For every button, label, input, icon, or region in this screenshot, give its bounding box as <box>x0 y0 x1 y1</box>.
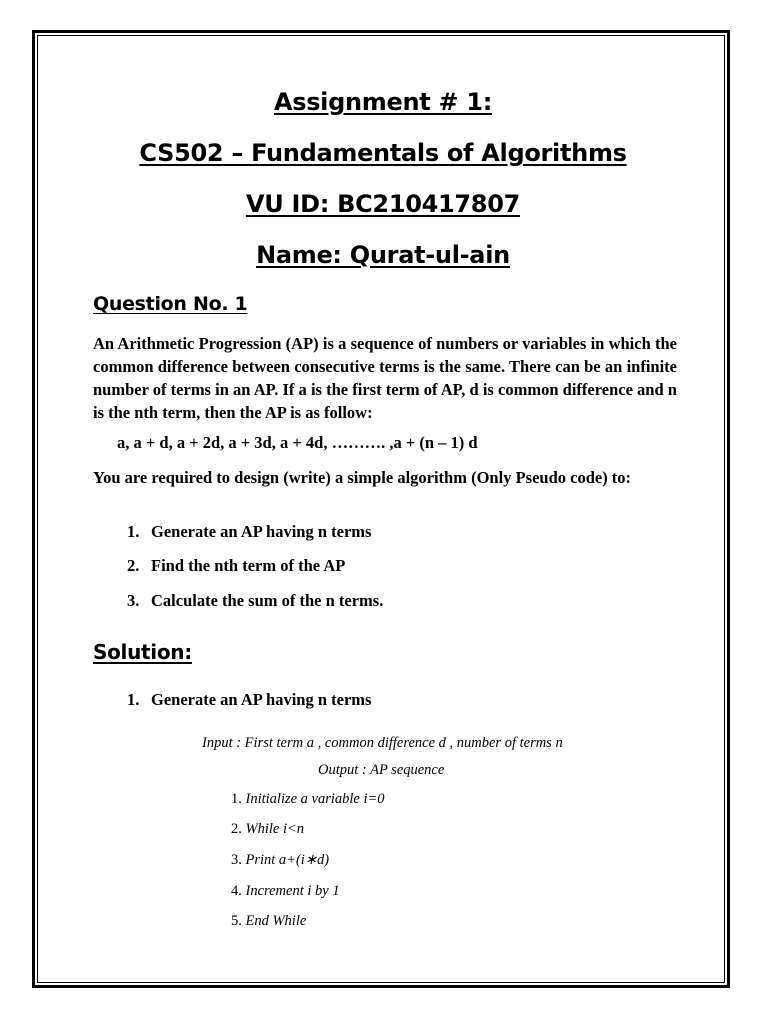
pseudo-step <box>231 883 340 900</box>
question-intro: An Arithmetic Progression (AP) is a sequence of numbers or variables in which the common difference between consecutive terms is the same. There can be an infinite number of terms in an AP. If a is the first term of AP, d is common difference and n is the nth term, then the AP is as follow: <box>93 334 677 422</box>
assignment-heading: Assignment # 1: <box>273 88 493 116</box>
step-text: Increment i by 1 <box>245 883 340 899</box>
solution-list-item <box>127 690 371 710</box>
pseudo-step <box>231 821 304 838</box>
step-number: 5. <box>231 913 242 929</box>
page-border-inner <box>37 35 725 983</box>
list-number: 3. <box>127 591 140 610</box>
step-text: Print a+(i∗d) <box>245 852 330 868</box>
list-text: Find the nth term of the AP <box>151 556 346 575</box>
list-number: 2. <box>127 556 140 575</box>
step-number: 4. <box>231 883 242 899</box>
step-text: End While <box>245 913 307 929</box>
step-text: While i<n <box>245 821 305 837</box>
course-heading: CS502 – Fundamentals of Algorithms <box>139 139 627 167</box>
solution-title: Solution: <box>93 640 192 664</box>
question-task: You are required to design (write) a simple algorithm (Only Pseudo code) to: <box>93 468 632 487</box>
list-number: 1. <box>127 522 140 541</box>
question-title: Question No. 1 <box>93 293 248 315</box>
pseudo-input: Input : First term a , common difference d , number of terms n <box>202 735 563 751</box>
step-number: 1. <box>231 791 242 807</box>
pseudo-output: Output : AP sequence <box>318 762 445 778</box>
question-list-item <box>127 556 345 576</box>
pseudo-step <box>231 791 385 808</box>
pseudo-step <box>231 913 306 930</box>
list-text: Generate an AP having n terms <box>151 690 372 709</box>
ap-formula: a, a + d, a + 2d, a + 3d, a + 4d, ………. ,a + (n – 1) d <box>117 433 478 452</box>
vu-id-heading: VU ID: BC210417807 <box>245 190 521 218</box>
list-text: Generate an AP having n terms <box>151 522 372 541</box>
step-number: 2. <box>231 821 242 837</box>
question-list-item <box>127 591 383 611</box>
list-number: 1. <box>127 690 140 709</box>
step-number: 3. <box>231 852 242 868</box>
question-list-item <box>127 522 371 542</box>
student-name-heading: Name: Qurat-ul-ain <box>256 241 510 269</box>
pseudo-step <box>231 852 329 869</box>
step-text: Initialize a variable i=0 <box>245 791 385 807</box>
list-text: Calculate the sum of the n terms. <box>151 591 384 610</box>
